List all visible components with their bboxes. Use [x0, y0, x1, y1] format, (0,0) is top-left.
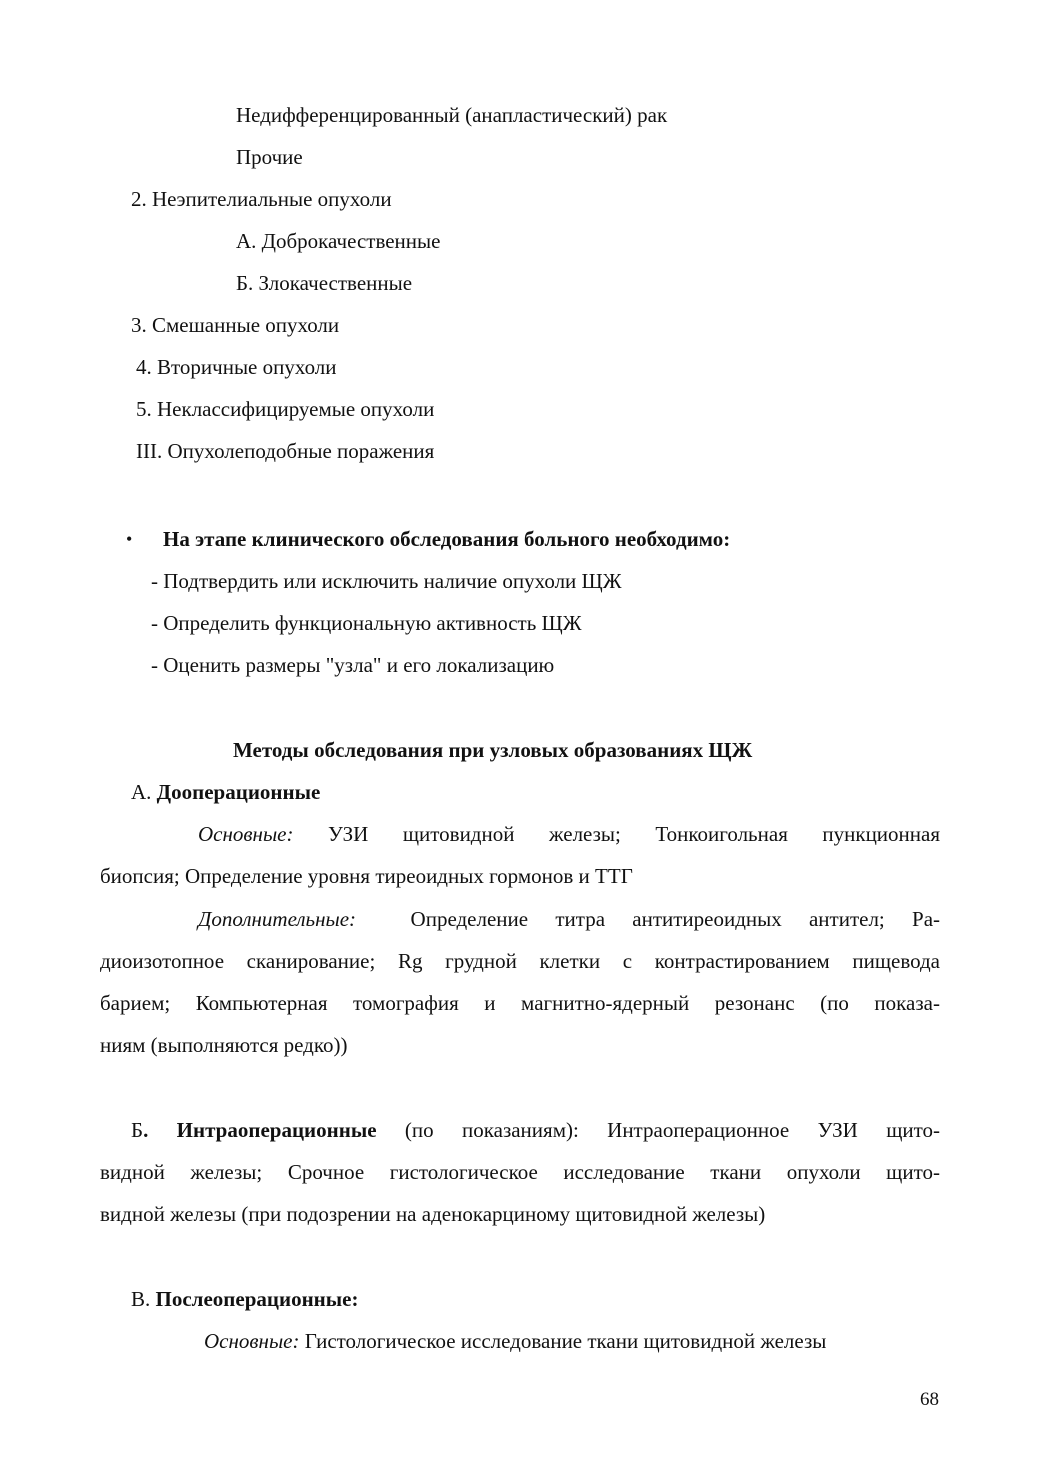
- postop-main: Основные: Гистологическое исследование ткани щитовидной железы: [204, 1329, 827, 1353]
- item-malignant: Б. Злокачественные: [236, 271, 413, 295]
- item-anaplastic: Недифференцированный (анапластический) рак: [236, 103, 668, 127]
- clinical-item-3: - Оценить размеры "узла" и его локализацию: [151, 653, 555, 677]
- preop-extra-line-1: Дополнительные: Определение титра антитиреоидных антител; Ра-: [198, 907, 941, 931]
- intraop-line-2: видной железы; Срочное гистологическое исследование ткани опухоли щито-: [100, 1160, 940, 1184]
- preop-extra-line-3: барием; Компьютерная томография и магнитно-ядерный резонанс (по показа-: [100, 991, 940, 1015]
- item-other: Прочие: [236, 145, 303, 169]
- item-secondary: 4. Вторичные опухоли: [136, 355, 337, 379]
- postop-heading: В. Послеоперационные:: [131, 1287, 359, 1311]
- item-mixed: 3. Смешанные опухоли: [131, 313, 340, 337]
- methods-title: Методы обследования при узловых образованиях ЩЖ: [233, 738, 753, 762]
- item-unclassified: 5. Неклассифицируемые опухоли: [136, 397, 435, 421]
- preop-heading: А. Дооперационные: [131, 780, 321, 804]
- clinical-heading: На этапе клинического обследования больного необходимо:: [163, 527, 731, 551]
- preop-main-line-2: биопсия; Определение уровня тиреоидных гормонов и ТТГ: [100, 864, 633, 888]
- preop-extra-line-4: ниям (выполняются редко)): [100, 1033, 348, 1057]
- preop-main-line-1: Основные: УЗИ щитовидной железы; Тонкоигольная пункционная: [198, 822, 941, 846]
- preop-extra-line-2: диоизотопное сканирование; Rg грудной клетки с контрастированием пищевода: [100, 949, 940, 973]
- clinical-item-1: - Подтвердить или исключить наличие опухоли ЩЖ: [151, 569, 622, 593]
- page-number: 68: [920, 1389, 939, 1410]
- intraop-line-1: Б. Интраоперационные (по показаниям): Интраоперационное УЗИ щито-: [131, 1118, 940, 1142]
- item-tumorlike: III. Опухолеподобные поражения: [136, 439, 435, 463]
- item-benign: А. Доброкачественные: [236, 229, 441, 253]
- intraop-line-3: видной железы (при подозрении на аденокарциному щитовидной железы): [100, 1202, 766, 1226]
- item-nonepithelial: 2. Неэпителиальные опухоли: [131, 187, 392, 211]
- bullet-icon: •: [126, 529, 133, 549]
- clinical-item-2: - Определить функциональную активность ЩЖ: [151, 611, 582, 635]
